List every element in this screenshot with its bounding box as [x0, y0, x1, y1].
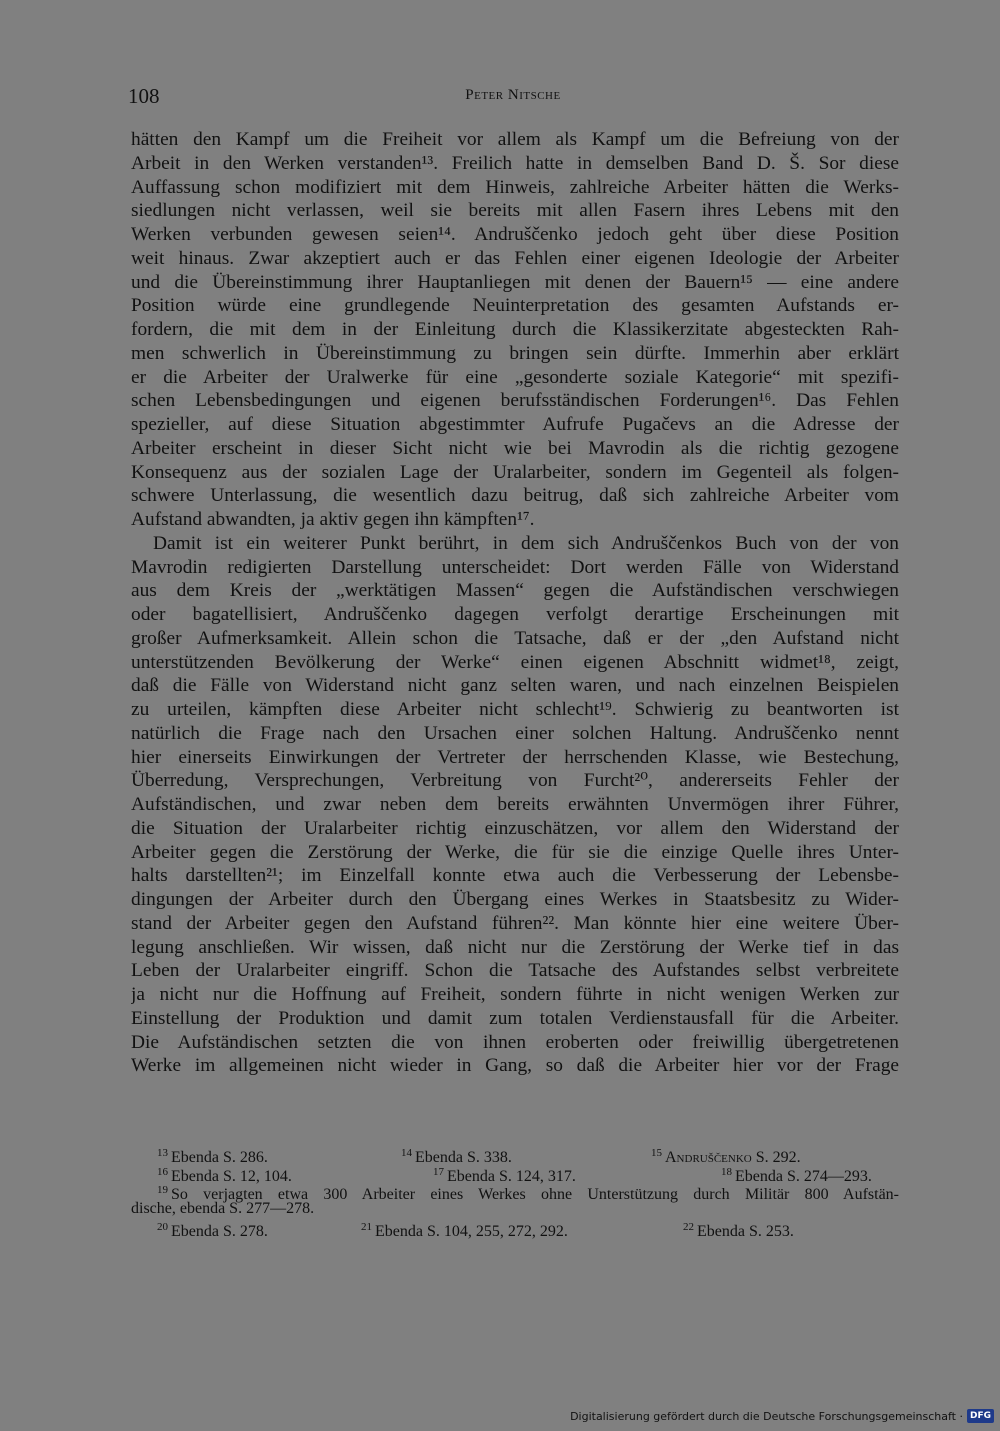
- text-line: Arbeiter gegen die Zerstörung der Werke, die für sie die einzige Quelle ihres Unter-: [131, 841, 899, 863]
- footnotes: [131, 1144, 899, 1240]
- text-line: Arbeit in den Werken verstanden¹³. Freilich hatte in demselben Band D. Š. Sor diese: [131, 152, 899, 174]
- footnote-16: $^{16}$ Ebenda S. 12, 104.: [157, 1165, 292, 1185]
- text-line: fordern, die mit dem in der Einleitung durch die Klassikerzitate abgesteckten Rah-: [131, 319, 899, 340]
- text-line: die Situation der Uralarbeiter richtig einzuschätzen, vor allem den Widerstand der: [131, 817, 899, 839]
- text-line: legung anschließen. Wir wissen, daß nicht nur die Zerstörung der Werke tief in das: [131, 936, 899, 958]
- footnote-row: [131, 1163, 899, 1185]
- page-number: 108: [128, 84, 160, 108]
- text-line: halts darstellten²¹; im Einzelfall konnte etwa auch die Verbesserung der Lebensbe-: [131, 865, 899, 887]
- running-head: Peter Nitsche: [465, 87, 561, 103]
- footer-text: Digitalisierung gefördert durch die Deutsche Forschungsgemeinschaft ·: [570, 1409, 963, 1423]
- text-line: Überredung, Versprechungen, Verbreitung von Furcht²⁰, andererseits Fehler der: [131, 770, 899, 792]
- text-line: Einstellung der Produktion und damit zum totalen Verdienstausfall für die Arbeiter.: [131, 1007, 899, 1029]
- footnote-14: $^{14}$ Ebenda S. 338.: [401, 1147, 512, 1166]
- text-line: men schwerlich in Übereinstimmung zu bringen sein dürfte. Immerhin aber erklärt: [131, 342, 899, 364]
- text-line: Werke im allgemeinen nicht wieder in Gang, so daß die Arbeiter hier vor der Frage: [131, 1055, 899, 1077]
- text-line: Damit ist ein weiterer Punkt berührt, in dem sich Andruščenkos Buch von der von: [153, 532, 899, 554]
- text-line: Werken verbunden gewesen seien¹⁴. Andruščenko jedoch geht über diese Position: [131, 224, 899, 245]
- text-line: Konsequenz aus der sozialen Lage der Uralarbeiter, sondern im Gegenteil als folgen-: [131, 461, 899, 483]
- footnote-18: $^{18}$ Ebenda S. 274—293.: [721, 1165, 872, 1185]
- text-line: Die Aufständischen setzten die von ihnen eroberten oder freiwillig übergetretenen: [131, 1031, 899, 1053]
- body-text: [131, 128, 899, 1078]
- text-line: schwere Unterlassung, die wesentlich dazu beitrug, daß sich zahlreiche Arbeiter vom: [131, 485, 899, 507]
- text-line: großer Aufmerksamkeit. Allein schon die Tatsache, daß er der „den Aufstand nicht: [131, 627, 899, 649]
- text-line: aus dem Kreis der „werktätigen Massen“ gegen die Aufständischen verschwiegen: [131, 580, 899, 602]
- dfg-logo-icon: DFG: [967, 1409, 994, 1423]
- text-line: schen Lebensbedingungen und eigenen berufsständischen Forderungen¹⁶. Das Fehlen: [131, 390, 899, 412]
- text-line: oder bagatellisiert, Andruščenko dagegen verfolgt derartige Erscheinungen mit: [131, 604, 899, 625]
- text-line: daß die Fälle von Widerstand nicht ganz selten waren, und nach einzelnen Beispielen: [131, 675, 899, 697]
- text-line: weit hinaus. Zwar akzeptiert auch er das Fehlen einer eigenen Ideologie der Arbeiter: [131, 247, 899, 269]
- footnote-row: [131, 1144, 899, 1166]
- footnote-19: $^{19}$ So verjagten etwa 300 Arbeiter eines Werkes ohne Unterstützung durch Militär 800 Aufstän-: [157, 1184, 899, 1203]
- text-line: er die Arbeiter der Uralwerke für eine „gesonderte soziale Kategorie“ mit spezifi-: [131, 366, 899, 388]
- text-line: zu urteilen, kämpften diese Arbeiter nicht schlecht¹⁹. Schwierig zu beantworten ist: [131, 699, 899, 720]
- text-line: und die Übereinstimmung ihrer Hauptanliegen mit denen der Bauern¹⁵ — eine andere: [131, 271, 899, 293]
- text-line: natürlich die Frage nach den Ursachen einer solchen Haltung. Andruščenko nennt: [131, 722, 899, 744]
- footnote-13: $^{13}$ Ebenda S. 286.: [157, 1147, 268, 1166]
- text-line: hier einerseits Einwirkungen der Vertreter der herrschenden Klasse, wie Bestechung,: [131, 746, 899, 768]
- footnote-21: $^{21}$ Ebenda S. 104, 255, 272, 292.: [361, 1221, 568, 1240]
- text-line: spezieller, auf diese Situation abgestimmter Aufrufe Pugačevs an die Adresse der: [131, 414, 899, 435]
- footnote-20: $^{20}$ Ebenda S. 278.: [157, 1221, 268, 1240]
- footnote-row: [131, 1218, 899, 1240]
- text-line: Aufständischen, und zwar neben dem bereits erwähnten Unvermögen ihrer Führer,: [131, 794, 899, 815]
- text-line: Mavrodin redigierten Darstellung unterscheidet: Dort werden Fälle von Widerstand: [131, 556, 899, 578]
- footnote-19-continuation: dische, ebenda S. 277—278.: [131, 1199, 315, 1217]
- text-line: Leben der Uralarbeiter eingriff. Schon die Tatsache des Aufstandes selbst verbreitete: [131, 960, 899, 982]
- text-line: ja nicht nur die Hoffnung auf Freiheit, sondern führte in nicht wenigen Werken zur: [131, 984, 899, 1005]
- text-line: Aufstand abwandten, ja aktiv gegen ihn kämpften¹⁷.: [131, 509, 535, 530]
- page-header: [128, 84, 898, 114]
- text-line: Arbeiter erscheint in dieser Sicht nicht wie bei Mavrodin als die richtig gezogene: [131, 437, 899, 459]
- text-line: unterstützenden Bevölkerung der Werke“ einen eigenen Abschnitt widmet¹⁸, zeigt,: [131, 651, 899, 673]
- footnote-15: $^{15}$ Andruščenko S. 292.: [651, 1147, 801, 1166]
- digitization-footer: [570, 1409, 994, 1423]
- text-line: dingungen der Arbeiter durch den Übergang eines Werkes in Staatsbesitz zu Wider-: [131, 889, 899, 910]
- text-line: siedlungen nicht verlassen, weil sie bereits mit allen Fasern ihres Lebens mit den: [131, 200, 899, 222]
- footnote-17: $^{17}$ Ebenda S. 124, 317.: [433, 1165, 576, 1185]
- text-line: Auffassung schon modifiziert mit dem Hinweis, zahlreiche Arbeiter hätten die Werks-: [131, 176, 899, 198]
- text-line: Position würde eine grundlegende Neuinterpretation des gesamten Aufstands er-: [131, 295, 899, 317]
- text-line: hätten den Kampf um die Freiheit vor allem als Kampf um die Befreiung von der: [131, 129, 899, 150]
- text-line: stand der Arbeiter gegen den Aufstand führen²². Man könnte hier eine weitere Über-: [131, 912, 899, 934]
- footnote-22: $^{22}$ Ebenda S. 253.: [683, 1221, 794, 1240]
